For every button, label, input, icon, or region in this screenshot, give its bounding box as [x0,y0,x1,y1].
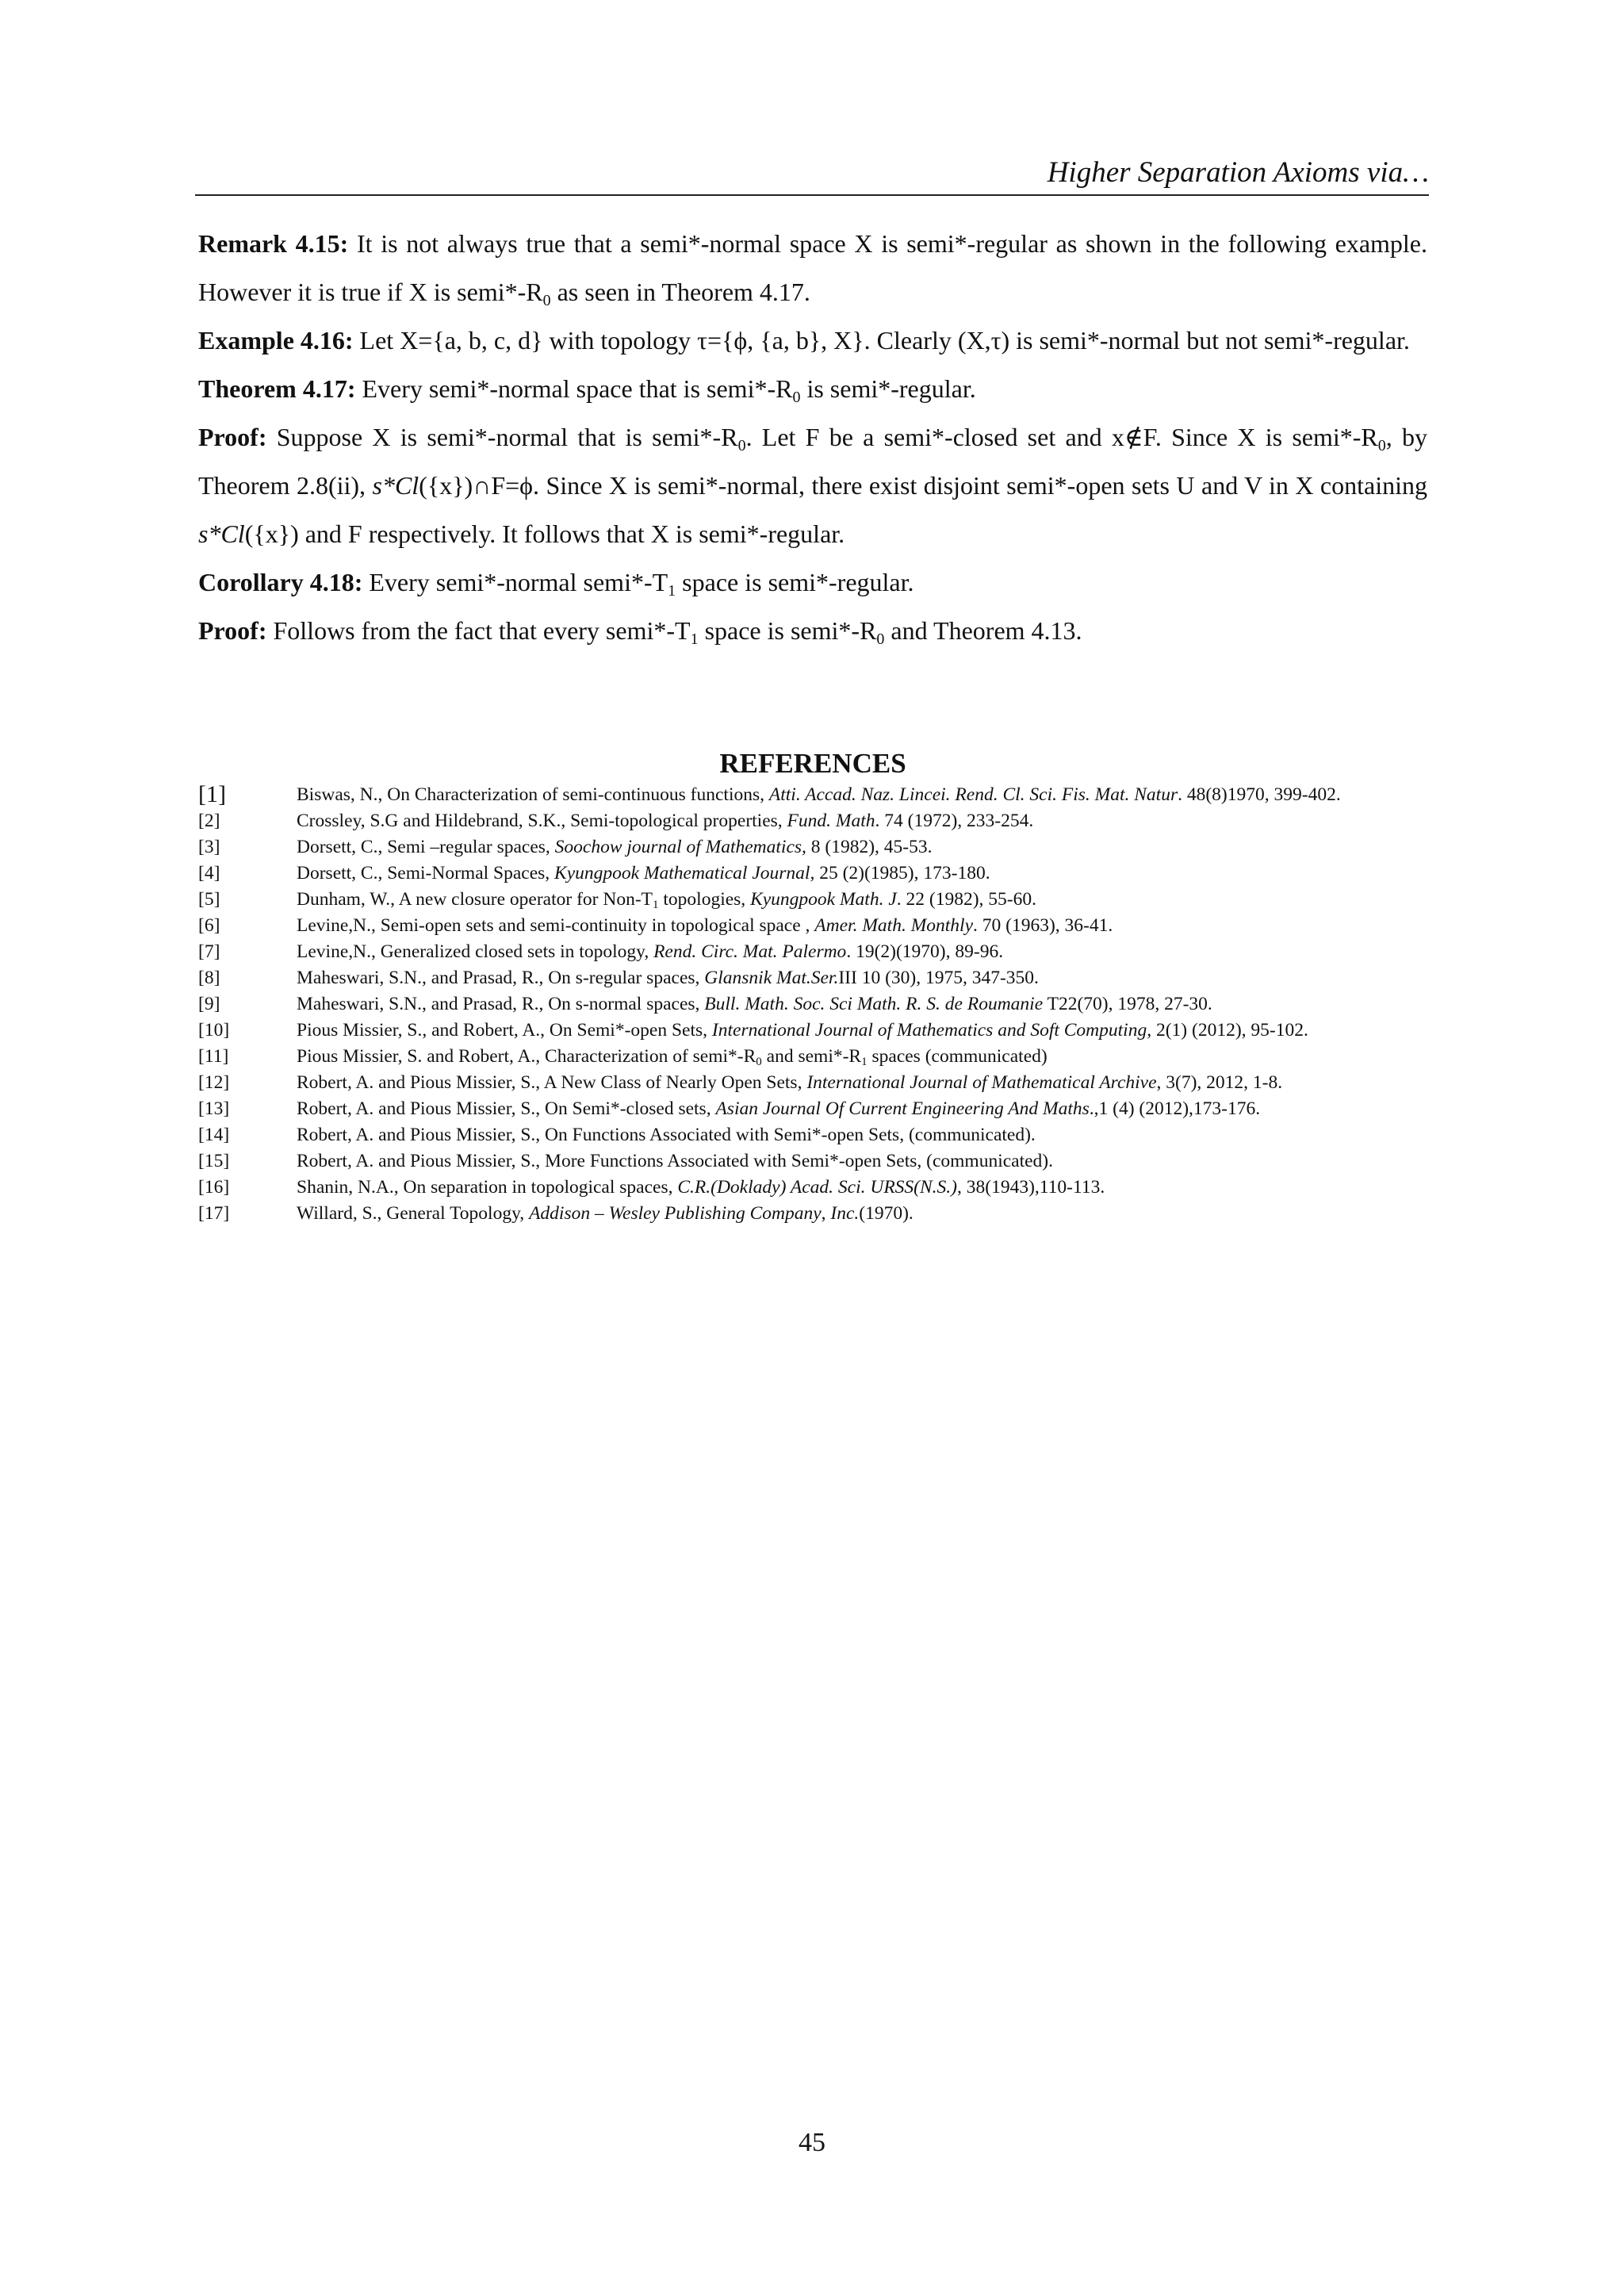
reference-item [198,1071,1432,1094]
reference-text: Robert, A. and Pious Missier, S., On Functions Associated with Semi*-open Sets, (communicated). [297,1125,1036,1145]
reference-text: Maheswari, S.N., and Prasad, R., On s-normal spaces, Bull. Math. Soc. Sci Math. R. S. de Roumanie T22(70), 1978, 27-30. [297,994,1212,1014]
theorem-label: Theorem 4.17: [198,374,356,403]
proof-corollary-4-18: Proof: Follows from the fact that every $semi*-T_1$ space is $semi*-R_0$ and Theorem 4.13. [198,616,1082,648]
reference-number: [5] [198,889,220,910]
references-heading: REFERENCES [719,748,906,779]
corollary-4-18: Corollary 4.18: Every semi*-normal $semi*-T_1$ space is semi*-regular. [198,568,914,600]
reference-text: Maheswari, S.N., and Prasad, R., On s-regular spaces, Glansnik Mat.Ser.III 10 (30), 1975, 347-350. [297,968,1039,988]
reference-number: [8] [198,968,220,988]
reference-number: [9] [198,994,220,1014]
reference-text: Dorsett, C., Semi-Normal Spaces, Kyungpook Mathematical Journal, 25 (2)(1985), 173-180. [297,863,990,884]
reference-list [198,781,1432,1228]
reference-number: [1] [198,781,226,807]
reference-number: [17] [198,1203,230,1224]
reference-item [198,810,1432,832]
reference-item [198,967,1432,989]
reference-item [198,781,1432,807]
reference-number: [6] [198,915,220,936]
proof-theorem-4-17: Proof: Suppose X is semi*-normal that is $semi*-R_0$. Let F be a semi*-closed set and x∉F. Since X is $semi*-R_0$, by Theorem 2.8(ii), s*Cl({x})∩F=ϕ. Since X is semi*-normal, there exist disjoint semi*-open sets U and V in X containing s*Cl({x}) and F respectively. It follows that X is semi*-regular. [198,423,1428,548]
reference-number: [11] [198,1046,229,1067]
reference-item [198,1150,1432,1172]
reference-number: [14] [198,1125,230,1145]
reference-text: Levine,N., Generalized closed sets in topology, Rend. Circ. Mat. Palermo. 19(2)(1970), 89-96. [297,941,1004,962]
reference-number: [2] [198,811,220,831]
reference-item [198,1098,1432,1120]
reference-number: [15] [198,1151,230,1171]
reference-item [198,836,1432,858]
reference-item [198,1202,1432,1225]
reference-item [198,862,1432,884]
remark-label: Remark 4.15: [198,229,349,258]
reference-text: Willard, S., General Topology, Addison – Wesley Publishing Company, Inc.(1970). [297,1203,914,1224]
remark-4-15: Remark 4.15: It is not always true that a semi*-normal space X is semi*-regular as shown in the following example. However it is true if X is $semi*-R_0$ as seen in Theorem 4.17. [198,229,1428,309]
reference-item [198,914,1432,937]
reference-text: Pious Missier, S., and Robert, A., On Semi*-open Sets, International Journal of Mathematics and Soft Computing, 2(1) (2012), 95-102. [297,1020,1308,1041]
proof-label: Proof: [198,616,267,645]
reference-number: [10] [198,1020,230,1041]
reference-text: Crossley, S.G and Hildebrand, S.K., Semi-topological properties, Fund. Math. 74 (1972), 233-254. [297,811,1034,831]
body-text [198,220,1427,655]
reference-number: [12] [198,1072,230,1093]
example-label: Example 4.16: [198,326,354,355]
reference-number: [7] [198,941,220,962]
reference-number: [13] [198,1098,230,1119]
reference-item [198,888,1432,910]
example-4-16: Example 4.16: Let X={a, b, c, d} with topology τ={ϕ, {a, b}, X}. Clearly (X,τ) is semi*-normal but not semi*-regular. [198,326,1410,355]
reference-item [198,941,1432,963]
reference-item [198,993,1432,1015]
reference-text: Robert, A. and Pious Missier, S., A New Class of Nearly Open Sets, International Journal of Mathematical Archive, 3(7), 2012, 1-8. [297,1072,1283,1093]
page-number: 45 [799,2128,825,2157]
reference-number: [16] [198,1177,230,1198]
reference-number: [4] [198,863,220,884]
reference-text: Dunham, W., A new closure operator for Non-T1 topologies, Kyungpook Math. J. 22 (1982), 55-60. [297,889,1036,911]
reference-text: Shanin, N.A., On separation in topological spaces, C.R.(Doklady) Acad. Sci. URSS(N.S.), 38(1943),110-113. [297,1177,1105,1198]
reference-number: [3] [198,837,220,857]
running-header: Higher Separation Axioms via… [1047,156,1429,189]
reference-text: Robert, A. and Pious Missier, S., On Semi*-closed sets, Asian Journal Of Current Engineering And Maths.,1 (4) (2012),173-176. [297,1098,1261,1119]
reference-item [198,1124,1432,1146]
reference-text: Levine,N., Semi-open sets and semi-continuity in topological space , Amer. Math. Monthly. 70 (1963), 36-41. [297,915,1113,936]
reference-text: Pious Missier, S. and Robert, A., Characterization of semi*-R0 and semi*-R1 spaces (communicated) [297,1046,1048,1068]
reference-item [198,1045,1432,1068]
reference-item [198,1176,1432,1198]
corollary-label: Corollary 4.18: [198,568,363,596]
header-rule [195,194,1429,196]
reference-item [198,1019,1432,1041]
reference-text: Biswas, N., On Characterization of semi-continuous functions, Atti. Accad. Naz. Lincei. Rend. Cl. Sci. Fis. Mat. Natur. 48(8)1970, 399-402. [297,784,1341,805]
theorem-4-17: Theorem 4.17: Every semi*-normal space that is $semi*-R_0$ is semi*-regular. [198,374,976,406]
proof-label: Proof: [198,423,267,451]
reference-text: Dorsett, C., Semi –regular spaces, Soochow journal of Mathematics, 8 (1982), 45-53. [297,837,933,857]
reference-text: Robert, A. and Pious Missier, S., More Functions Associated with Semi*-open Sets, (communicated). [297,1151,1053,1171]
